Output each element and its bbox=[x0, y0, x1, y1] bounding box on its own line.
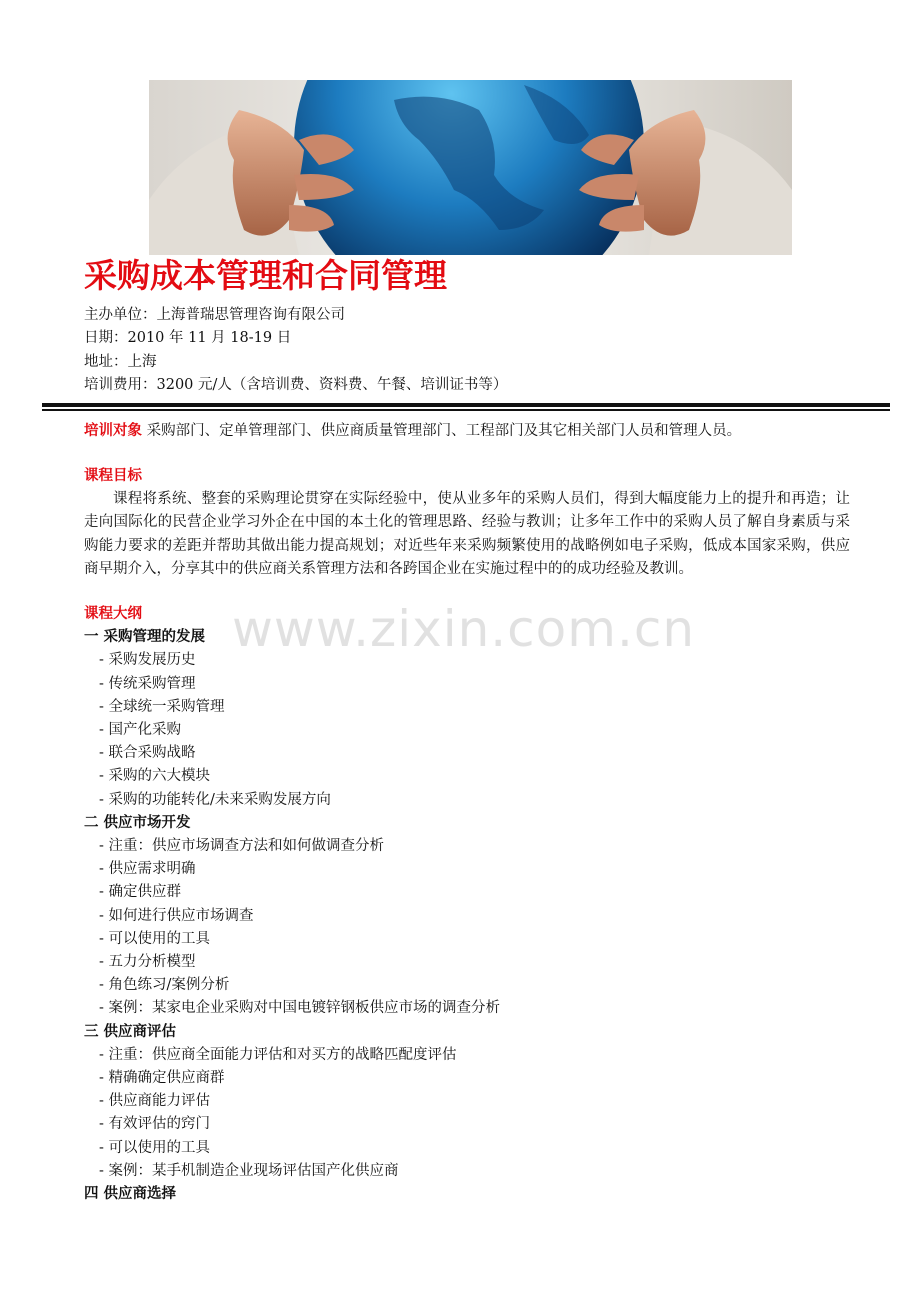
outline-list-item: - 可以使用的工具 bbox=[99, 930, 211, 947]
outline-list bbox=[84, 626, 850, 1206]
target-audience-label: 培训对象 bbox=[84, 423, 142, 439]
outline-chapter-title: 一 采购管理的发展 bbox=[84, 629, 206, 646]
outline-list-item: - 供应商能力评估 bbox=[99, 1093, 211, 1110]
outline-chapter-title: 二 供应市场开发 bbox=[84, 814, 191, 831]
outline-chapter-title: 三 供应商评估 bbox=[84, 1023, 177, 1040]
outline-list-item: - 注重：供应商全面能力评估和对买方的战略匹配度评估 bbox=[99, 1046, 457, 1063]
outline-list-item: - 案例：某家电企业采购对中国电镀锌钢板供应市场的调查分析 bbox=[99, 1000, 501, 1017]
target-audience-text: 采购部门、定单管理部门、供应商质量管理部门、工程部门及其它相关部门人员和管理人员。 bbox=[146, 423, 742, 439]
divider-thin bbox=[42, 409, 890, 411]
address-line: 地址：上海 bbox=[84, 353, 157, 370]
outline-list-item: - 案例：某手机制造企业现场评估国产化供应商 bbox=[99, 1162, 399, 1179]
course-content bbox=[84, 420, 850, 1206]
divider-thick bbox=[42, 403, 890, 407]
objective-paragraph: 课程将系统、整套的采购理论贯穿在实际经验中，使从业多年的采购人员们，得到大幅度能力上的提升和再造；让走向国际化的民营企业学习外企在中国的本土化的管理思路、经验与教训；让多年工作中的采购人员了解自身素质与采购能力要求的差距并帮助其做出能力提高规划；对近些年来采购频繁使用的战略例如电子采购，低成本国家采购，供应商早期介入，分享其中的供应商关系管理方法和各跨国企业在实施过程中的的成功经验及教训。 bbox=[84, 491, 850, 577]
header-photo-globe-in-hands bbox=[149, 80, 792, 255]
course-info-block bbox=[84, 304, 507, 397]
objective-heading: 课程目标 bbox=[84, 468, 142, 484]
outline-list-item: - 精确确定供应商群 bbox=[99, 1070, 225, 1087]
outline-list-item: - 采购的功能转化/未来采购发展方向 bbox=[99, 791, 331, 808]
outline-list-item: - 如何进行供应市场调查 bbox=[99, 907, 254, 924]
outline-list-item: - 五力分析模型 bbox=[99, 954, 196, 971]
outline-list-item: - 供应需求明确 bbox=[99, 861, 196, 878]
outline-list-item: - 角色练习/案例分析 bbox=[99, 977, 230, 994]
outline-list-item: - 传统采购管理 bbox=[99, 675, 196, 692]
outline-list-item: - 注重：供应市场调查方法和如何做调查分析 bbox=[99, 838, 385, 855]
outline-list-item: - 有效评估的窍门 bbox=[99, 1116, 211, 1133]
globe-in-hands-image bbox=[149, 80, 792, 255]
outline-list-item: - 国产化采购 bbox=[99, 722, 182, 738]
page-title: 采购成本管理和合同管理 bbox=[84, 256, 447, 295]
outline-list-item: - 采购发展历史 bbox=[99, 652, 196, 669]
outline-list-item: - 全球统一采购管理 bbox=[99, 698, 225, 715]
target-audience-line bbox=[84, 420, 850, 443]
outline-heading: 课程大纲 bbox=[84, 606, 142, 623]
outline-list-item: - 可以使用的工具 bbox=[99, 1139, 211, 1156]
outline-chapter-title: 四 供应商选择 bbox=[84, 1186, 177, 1203]
outline-list-item: - 采购的六大模块 bbox=[99, 768, 211, 785]
date-line: 日期：2010 年 11 月 18-19 日 bbox=[84, 330, 292, 347]
outline-list-item: - 确定供应群 bbox=[99, 884, 182, 901]
organizer-line: 主办单位：上海普瑞思管理咨询有限公司 bbox=[84, 307, 345, 323]
fee-line: 培训费用：3200 元/人（含培训费、资料费、午餐、培训证书等） bbox=[84, 376, 508, 393]
outline-list-item: - 联合采购战略 bbox=[99, 745, 196, 762]
watermark-text: www.zixin.com.cn bbox=[232, 600, 696, 658]
